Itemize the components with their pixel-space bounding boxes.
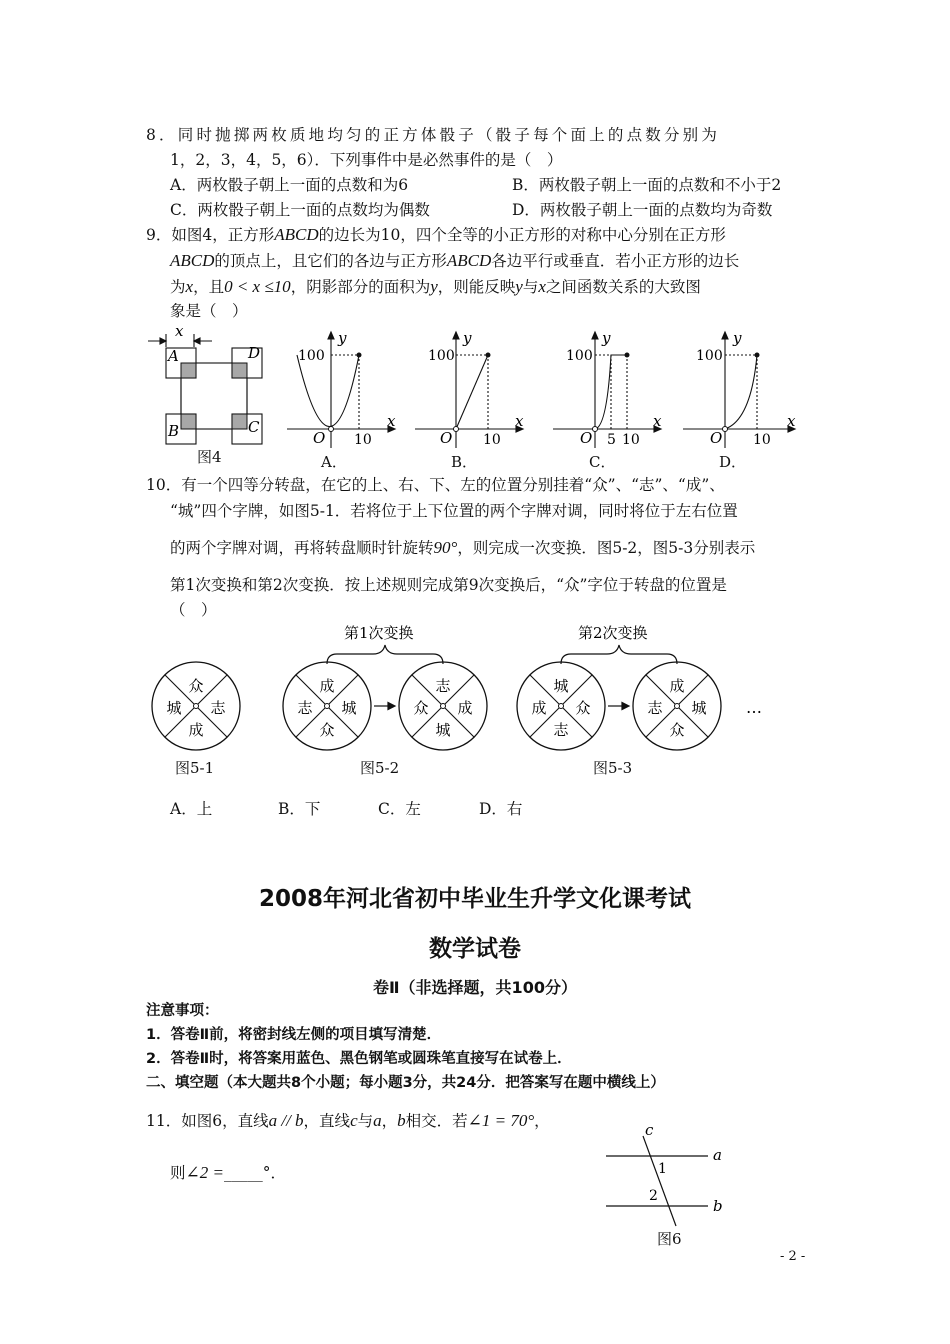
graph-b-y-label: y <box>463 329 472 347</box>
q8-option-b: B．两枚骰子朝上一面的点数和不小于2 <box>512 176 782 194</box>
graph-a-10: 10 <box>354 432 372 448</box>
brace2-label: 第2次变换 <box>578 624 648 642</box>
q10-option-a: A．上 <box>170 800 213 818</box>
graph-a-y-label: y <box>338 329 347 347</box>
q9-stem-line1: 9．如图4，正方形ABCD的边长为10，四个全等的小正方形的对称中心分别在正方形 <box>146 225 726 244</box>
q10-stem-line3: 的两个字牌对调，再将转盘顺时针旋转90°，则完成一次变换．图5-2，图5-3分别表示 <box>170 538 756 557</box>
wheel-5-2-before <box>283 662 371 750</box>
fig6-label-c: c <box>645 1121 654 1139</box>
wheel-5-1-bottom-char: 成 <box>188 721 204 739</box>
fig5-3-caption: 图5-3 <box>593 759 633 777</box>
notice-2: 2．答卷Ⅱ时，将答案用蓝色、黑色钢笔或圆珠笔直接写在试卷上． <box>146 1051 572 1067</box>
graph-b <box>411 328 531 450</box>
fig4-label-x: x <box>175 325 184 340</box>
graph-a-x-label: x <box>387 412 396 430</box>
wheel-5-2-before-bottom-char: 众 <box>319 721 335 739</box>
wheel-5-3-before-bottom-char: 志 <box>553 721 569 739</box>
wheel-5-3-after-left-char: 志 <box>647 699 663 717</box>
q8-option-d: D．两枚骰子朝上一面的点数均为奇数 <box>512 201 773 219</box>
wheel-5-1 <box>152 662 240 750</box>
figure-4-squares <box>140 325 280 450</box>
fig4-caption: 图4 <box>197 448 222 466</box>
wheel-5-2-after-left-char: 众 <box>413 699 429 717</box>
wheel-5-3-after-top-char: 成 <box>669 677 685 695</box>
q8-option-a: A．两枚骰子朝上一面的点数和为6 <box>170 176 409 194</box>
wheel-5-3-before-left-char: 成 <box>531 699 547 717</box>
exam-title: 2008年河北省初中毕业生升学文化课考试 <box>258 886 691 912</box>
graph-c-y-label: y <box>602 329 611 347</box>
section-title: 卷Ⅱ（非选择题，共100分） <box>373 978 577 997</box>
graph-c-caption: C． <box>589 453 616 471</box>
wheel-5-1-top-char: 众 <box>188 677 204 695</box>
wheel-5-3-after-bottom-char: 众 <box>669 721 685 739</box>
graph-d-origin: O <box>710 429 723 447</box>
graph-b-10: 10 <box>483 432 501 448</box>
fig6-label-b: b <box>713 1197 723 1215</box>
wheel-5-2-before-left-char: 志 <box>297 699 313 717</box>
graph-d <box>679 328 804 450</box>
wheel-5-1-left-char: 城 <box>166 699 182 717</box>
graph-c-100: 100 <box>566 348 593 364</box>
graph-b-100: 100 <box>428 348 455 364</box>
graph-d-100: 100 <box>696 348 723 364</box>
fig4-label-c: C <box>248 418 260 436</box>
wheel-5-2-before-right-char: 城 <box>341 699 357 717</box>
wheel-5-3-before <box>517 662 605 750</box>
graph-b-origin: O <box>440 429 453 447</box>
q10-stem-line5: （ ） <box>170 601 217 619</box>
q9-stem-line3: 为x，且0 < x ≤10，阴影部分的面积为y，则能反映y与x之间函数关系的大致图 <box>170 277 701 296</box>
part2-heading: 二、填空题（本大题共8个小题；每小题3分，共24分．把答案写在题中横线上） <box>146 1075 665 1091</box>
fig6-angle-1: 1 <box>658 1161 667 1177</box>
graph-c-10: 10 <box>622 432 640 448</box>
graph-d-y-label: y <box>733 329 742 347</box>
exam-subtitle: 数学试卷 <box>429 936 521 962</box>
fig5-1-caption: 图5-1 <box>175 759 215 777</box>
q8-stem-line1: 8．同时抛掷两枚质地均匀的正方体骰子（骰子每个面上的点数分别为 <box>146 126 721 144</box>
page-number: - 2 - <box>780 1249 806 1264</box>
fig4-label-d: D <box>248 344 261 362</box>
fig4-label-a: A <box>168 347 179 365</box>
figure-5-turntables <box>140 618 780 763</box>
graph-a <box>283 328 403 450</box>
notice-1: 1．答卷Ⅱ前，将密封线左侧的项目填写清楚． <box>146 1027 442 1043</box>
graph-c-origin: O <box>580 429 593 447</box>
wheel-5-3-before-top-char: 城 <box>553 677 569 695</box>
figure-6-parallel-lines <box>598 1120 733 1230</box>
q11-stem-line2: 则∠2 =_____°． <box>170 1163 286 1182</box>
graph-d-x-label: x <box>787 412 796 430</box>
graph-d-caption: D． <box>719 453 747 471</box>
fig4-label-b: B <box>168 422 180 440</box>
notice-heading: 注意事项： <box>146 1003 219 1019</box>
graph-d-10: 10 <box>753 432 771 448</box>
q10-stem-line1: 10．有一个四等分转盘，在它的上、右、下、左的位置分别挂着“众”、“志”、“成”、 <box>146 476 725 494</box>
wheel-5-1-right-char: 志 <box>210 699 226 717</box>
q8-option-c: C．两枚骰子朝上一面的点数均为偶数 <box>170 201 430 219</box>
wheel-5-2-after-top-char: 志 <box>435 677 451 695</box>
q11-answer-blank[interactable]: _____ <box>223 1164 263 1182</box>
fig5-2-caption: 图5-2 <box>360 759 400 777</box>
q10-option-d: D．右 <box>479 800 523 818</box>
q10-option-b: B．下 <box>278 800 321 818</box>
fig6-label-a: a <box>713 1146 722 1164</box>
wheel-5-2-after-right-char: 成 <box>457 699 473 717</box>
ellipsis: … <box>746 698 762 717</box>
brace1-label: 第1次变换 <box>344 624 414 642</box>
wheel-5-2-after-bottom-char: 城 <box>435 721 451 739</box>
graph-c <box>549 328 669 450</box>
wheel-5-3-before-right-char: 众 <box>575 699 591 717</box>
graph-b-x-label: x <box>515 412 524 430</box>
q10-stem-line4: 第1次变换和第2次变换．按上述规则完成第9次变换后，“众”字位于转盘的位置是 <box>170 576 727 594</box>
graph-c-5: 5 <box>607 432 616 448</box>
fig6-caption: 图6 <box>657 1230 682 1248</box>
graph-a-caption: A． <box>321 453 347 471</box>
q11-stem-line1: 11．如图6，直线a // b，直线c与a，b相交．若∠1 = 70°， <box>146 1111 550 1130</box>
wheel-5-2-after <box>399 662 487 750</box>
q10-stem-line2: “城”四个字牌，如图5-1．若将位于上下位置的两个字牌对调，同时将位于左右位置 <box>170 502 738 520</box>
q9-stem-line2: ABCD的顶点上，且它们的各边与正方形ABCD各边平行或垂直．若小正方形的边长 <box>170 251 740 270</box>
q8-stem-line2: 1，2，3，4，5，6）．下列事件中是必然事件的是（ ） <box>170 151 563 169</box>
graph-b-caption: B． <box>451 453 478 471</box>
wheel-5-3-after-right-char: 城 <box>691 699 707 717</box>
wheel-5-3-after <box>633 662 721 750</box>
graph-c-x-label: x <box>653 412 662 430</box>
graph-a-origin: O <box>313 429 326 447</box>
fig6-angle-2: 2 <box>649 1188 658 1204</box>
graph-a-100: 100 <box>298 348 325 364</box>
q9-stem-line4: 象是（ ） <box>170 302 248 320</box>
wheel-5-2-before-top-char: 成 <box>319 677 335 695</box>
q10-option-c: C．左 <box>378 800 421 818</box>
